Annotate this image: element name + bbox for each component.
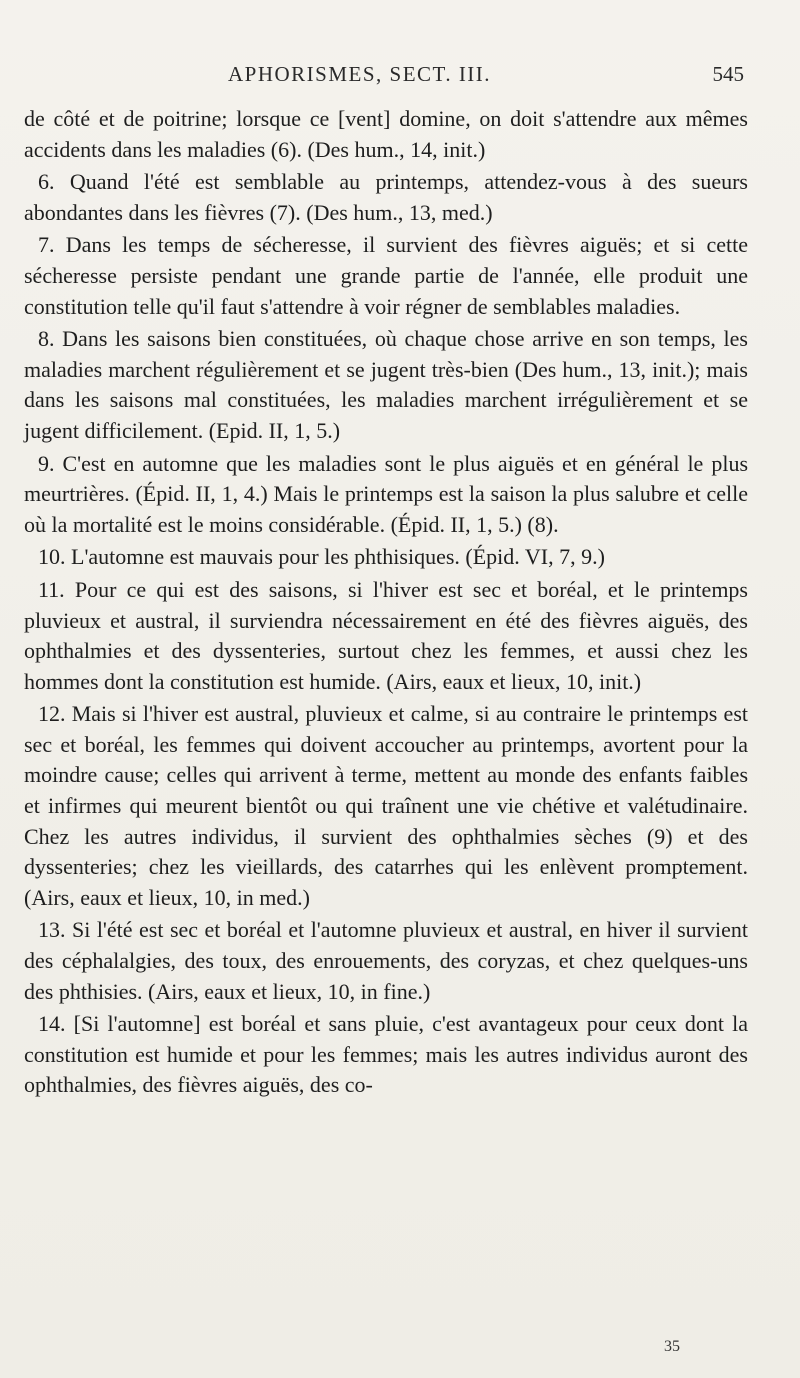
aphorism-8: 8. Dans les saisons bien constituées, où chaque chose arrive en son temps, les maladies marchent régulièrement et se jugent très-bien (Des hum., 13, init.); mais dans les saisons mal constituées, les maladies marchent irrégulièrement et se jugent difficilement. (Epid. II, 1, 5.) [24, 326, 748, 443]
aphorism-10: 10. L'automne est mauvais pour les phthisiques. (Épid. VI, 7, 9.) [38, 544, 605, 570]
aphorism-6: 6. Quand l'été est semblable au printemps, attendez-vous à des sueurs abondantes dans les fièvres (7). (Des hum., 13, med.) [24, 169, 748, 225]
paragraph-continued: de côté et de poitrine; lorsque ce [vent] domine, on doit s'attendre aux mêmes accidents dans les maladies (6). (Des hum., 14, init.) [24, 106, 748, 162]
aphorism-9: 9. C'est en automne que les maladies sont le plus aiguës et en général le plus meurtrières. (Épid. II, 1, 4.) Mais le printemps est la saison la plus salubre et celle où la mortalité est le moins considérable. (Épid. II, 1, 5.) (8). [24, 450, 748, 537]
page-number: 545 [712, 62, 744, 86]
body-text [24, 104, 748, 1103]
page-header [0, 62, 800, 92]
aphorism-14: 14. [Si l'automne] est boréal et sans pluie, c'est avantageux pour ceux dont la constitution est humide et pour les femmes; mais les autres individus auront des ophthalmies, des fièvres aiguës, des co- [24, 1011, 748, 1098]
aphorism-7: 7. Dans les temps de sécheresse, il survient des fièvres aiguës; et si cette sécheresse persiste pendant une grande partie de l'année, elle produit une constitution telle qu'il faut s'attendre à voir régner de semblables maladies. [24, 232, 748, 319]
signature-mark: 35 [664, 1338, 680, 1355]
running-title: APHORISMES, SECT. III. [228, 62, 492, 86]
aphorism-12: 12. Mais si l'hiver est austral, pluvieux et calme, si au contraire le printemps est sec et boréal, les femmes qui doivent accoucher au printemps, avortent pour la moindre cause; celles qui arrivent à terme, mettent au monde des enfants faibles et infirmes qui meurent bientôt ou qui traînent une vie chétive et valétudinaire. Chez les autres individus, il survient des ophthalmies sèches (9) et des dyssenteries; chez les vieillards, des catarrhes qui les enlèvent promptement. (Airs, eaux et lieux, 10, in med.) [24, 701, 748, 910]
aphorism-13: 13. Si l'été est sec et boréal et l'automne pluvieux et austral, en hiver il survient des céphalalgies, des toux, des enrouements, des coryzas, et chez quelques-uns des phthisies. (Airs, eaux et lieux, 10, in fine.) [24, 917, 748, 1004]
aphorism-11: 11. Pour ce qui est des saisons, si l'hiver est sec et boréal, et le printemps pluvieux et austral, il surviendra nécessairement en été des fièvres aiguës, des ophthalmies et des dyssenteries, surtout chez les femmes, et aussi chez les hommes dont la constitution est humide. (Airs, eaux et lieux, 10, init.) [24, 576, 748, 694]
